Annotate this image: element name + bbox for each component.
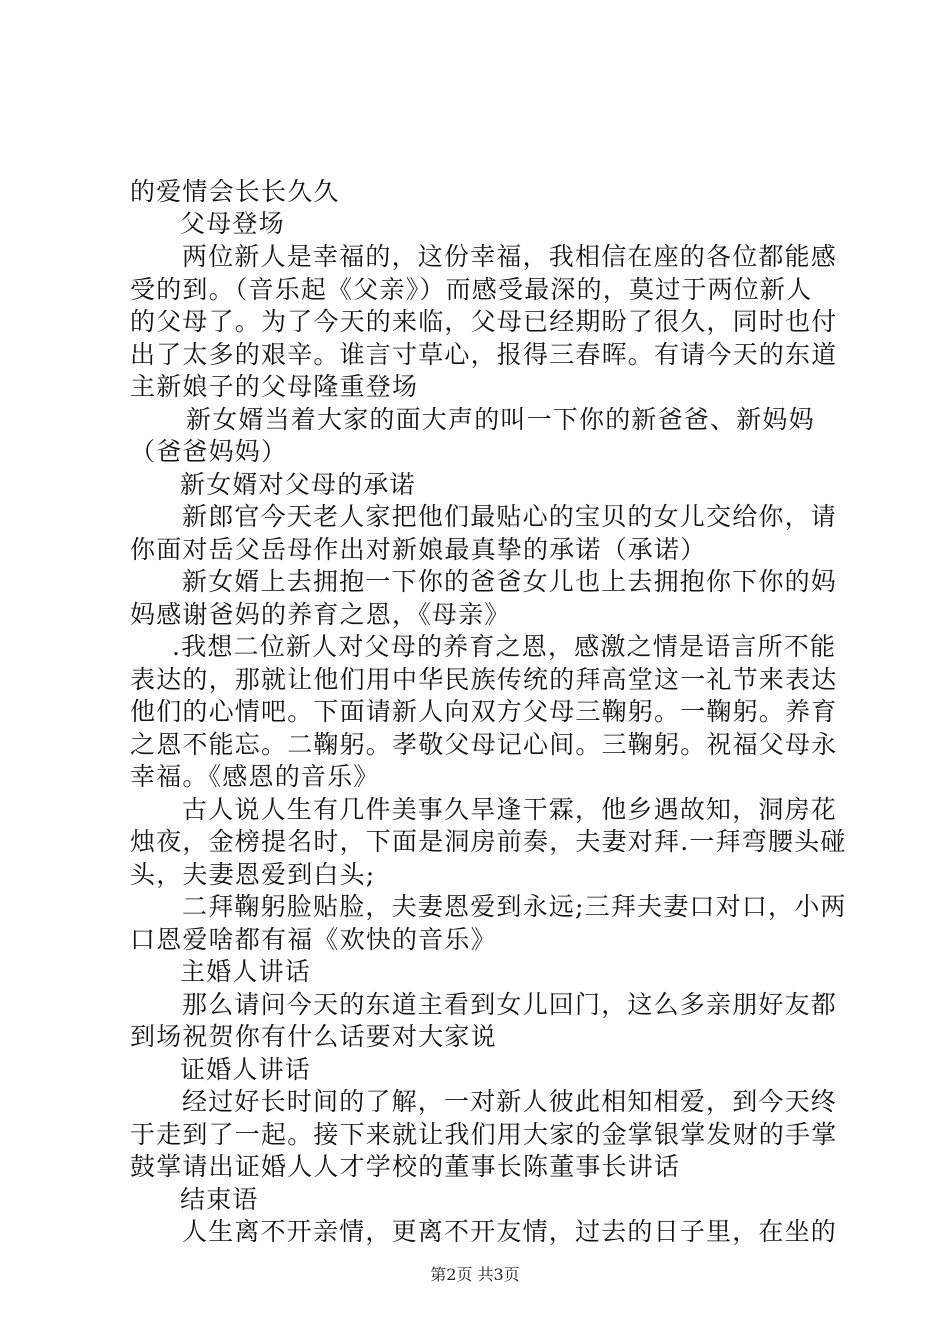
text-line: （爸爸妈妈） (130, 437, 288, 466)
text-line: 出了太多的艰辛。谁言寸草心，报得三春晖。有请今天的东道 (130, 340, 838, 369)
text-line: 新女婿上去拥抱一下你的爸爸女儿也上去拥抱你下你的妈 (182, 567, 838, 596)
text-line: 幸福。《感恩的音乐》 (130, 762, 380, 791)
section-heading: 证婚人讲话 (180, 1055, 312, 1084)
section-heading: 主婚人讲话 (180, 957, 312, 986)
text-line: 妈感谢爸妈的养育之恩，《母亲》 (130, 600, 511, 629)
text-line: 的父母了。为了今天的来临，父母已经期盼了很久，同时也付 (130, 307, 838, 336)
section-heading: 结束语 (180, 1185, 259, 1214)
text-line: 受的到。（音乐起《父亲》）而感受最深的，莫过于两位新人 (130, 275, 813, 304)
text-line: 于走到了一起。接下来就让我们用大家的金掌银掌发财的手掌 (130, 1120, 838, 1149)
text-line: 到场祝贺你有什么话要对大家说 (130, 1022, 497, 1051)
text-line: .我想二位新人对父母的养育之恩，感激之情是语言所不能 (172, 632, 837, 661)
text-line: 经过好长时间的了解，一对新人彼此相知相爱，到今天终 (182, 1087, 838, 1116)
text-line: 你面对岳父岳母作出对新娘最真挚的承诺（承诺） (130, 535, 707, 564)
page-footer: 第2页 共3页 (430, 1265, 520, 1284)
section-heading: 父母登场 (180, 209, 285, 238)
text-line: 头，夫妻恩爱到白头; (130, 860, 376, 889)
text-line: 两位新人是幸福的，这份幸福，我相信在座的各位都能感 (182, 242, 838, 271)
text-line: 的爱情会长长久久 (130, 177, 340, 206)
text-line: 鼓掌请出证婚人人才学校的董事长陈董事长讲话 (130, 1152, 681, 1181)
text-line: 古人说人生有几件美事久旱逢干霖，他乡遇故知，洞房花 (182, 795, 838, 824)
text-line: 主新娘子的父母隆重登场 (130, 372, 419, 401)
text-line: 烛夜，金榜提名时，下面是洞房前奏，夫妻对拜.一拜弯腰头碰 (130, 827, 847, 856)
text-line: 二拜鞠躬脸贴脸，夫妻恩爱到永远;三拜夫妻口对口，小两 (182, 892, 847, 921)
text-line: 那么请问今天的东道主看到女儿回门，这么多亲朋好友都 (182, 990, 838, 1019)
text-line: 新郎官今天老人家把他们最贴心的宝贝的女儿交给你，请 (182, 502, 838, 531)
text-line: 人生离不开亲情，更离不开友情，过去的日子里，在坐的 (182, 1217, 838, 1246)
text-line: 新女婿当着大家的面大声的叫一下你的新爸爸、新妈妈 (186, 405, 815, 434)
text-line: 口恩爱啥都有福《欢快的音乐》 (130, 925, 497, 954)
text-line: 之恩不能忘。二鞠躬。孝敬父母记心间。三鞠躬。祝福父母永 (130, 730, 838, 759)
text-line: 表达的，那就让他们用中华民族传统的拜高堂这一礼节来表达 (130, 665, 838, 694)
section-heading: 新女婿对父母的承诺 (180, 470, 416, 499)
text-line: 他们的心情吧。下面请新人向双方父母三鞠躬。一鞠躬。养育 (130, 697, 838, 726)
